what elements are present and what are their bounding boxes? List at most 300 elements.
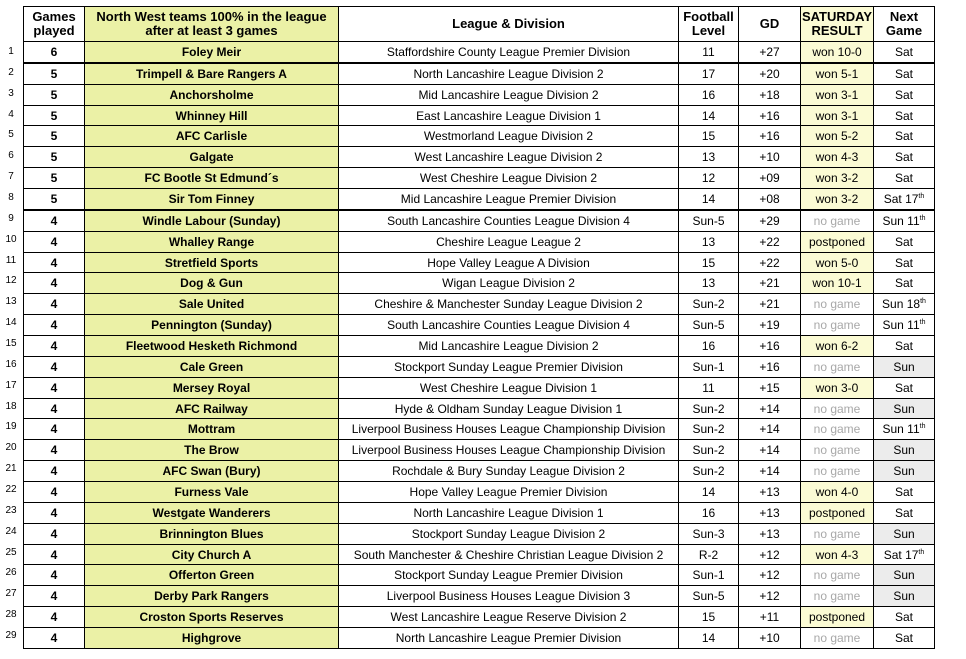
level-cell[interactable]: Sun-5 [679, 210, 739, 231]
team-cell[interactable]: AFC Carlisle [85, 126, 339, 147]
next-game-cell[interactable] [874, 398, 935, 419]
games-played-cell[interactable]: 4 [24, 628, 85, 649]
level-cell[interactable]: Sun-2 [679, 440, 739, 461]
goal-difference-cell[interactable]: +09 [739, 168, 801, 189]
games-played-cell[interactable]: 5 [24, 168, 85, 189]
row-number: 27 [5, 588, 17, 600]
next-game-text: Sat [894, 338, 913, 353]
table-row [24, 523, 935, 544]
result-cell[interactable]: no game [801, 523, 874, 544]
team-cell[interactable]: Cale Green [85, 356, 339, 377]
table-row [24, 398, 935, 419]
league-cell[interactable]: North Lancashire League Division 2 [339, 63, 679, 84]
next-game-text: Sat [894, 276, 913, 291]
next-game-cell[interactable] [874, 105, 935, 126]
games-played-cell[interactable]: 5 [24, 84, 85, 105]
result-cell[interactable]: won 3-0 [801, 377, 874, 398]
level-cell[interactable]: Sun-2 [679, 398, 739, 419]
next-game-cell[interactable] [874, 42, 935, 63]
league-cell[interactable]: Liverpool Business Houses League Championship Division [339, 440, 679, 461]
goal-difference-cell[interactable]: +29 [739, 210, 801, 231]
next-game-text: Sat [894, 505, 913, 520]
league-cell[interactable]: Rochdale & Bury Sunday League Division 2 [339, 461, 679, 482]
league-cell[interactable]: Mid Lancashire League Division 2 [339, 336, 679, 357]
games-played-cell[interactable]: 4 [24, 586, 85, 607]
goal-difference-cell[interactable]: +27 [739, 42, 801, 63]
next-game-cell[interactable] [874, 586, 935, 607]
next-game-cell[interactable] [874, 523, 935, 544]
next-game-text: Sat [894, 234, 913, 249]
level-cell[interactable]: 16 [679, 84, 739, 105]
result-cell[interactable]: no game [801, 356, 874, 377]
level-cell[interactable]: 13 [679, 147, 739, 168]
goal-difference-cell[interactable]: +16 [739, 356, 801, 377]
goal-difference-cell[interactable]: +18 [739, 84, 801, 105]
table-row [24, 461, 935, 482]
table-row [24, 168, 935, 189]
header-team: North West teams 100% in the league after at least 3 games [85, 7, 339, 42]
league-cell[interactable]: East Lancashire League Division 1 [339, 105, 679, 126]
goal-difference-cell[interactable]: +22 [739, 231, 801, 252]
row-number: 4 [8, 108, 14, 120]
team-cell[interactable]: Galgate [85, 147, 339, 168]
row-number: 12 [5, 275, 17, 287]
next-game-text: Sat 17 [883, 191, 919, 206]
team-cell[interactable]: City Church A [85, 544, 339, 565]
team-cell[interactable]: Whalley Range [85, 231, 339, 252]
games-played-cell[interactable]: 4 [24, 377, 85, 398]
next-game-cell[interactable] [874, 607, 935, 628]
row-number: 23 [5, 504, 17, 516]
row-number: 29 [5, 630, 17, 642]
result-cell[interactable]: no game [801, 210, 874, 231]
row-number: 10 [5, 233, 17, 245]
row-number-column [0, 42, 22, 647]
team-cell[interactable]: Sir Tom Finney [85, 189, 339, 210]
header-result: SATURDAY RESULT [801, 7, 874, 42]
table-row [24, 356, 935, 377]
team-cell[interactable]: AFC Swan (Bury) [85, 461, 339, 482]
table-row [24, 419, 935, 440]
next-game-text: Sat [894, 150, 913, 165]
goal-difference-cell[interactable]: +16 [739, 105, 801, 126]
result-cell[interactable]: won 10-0 [801, 42, 874, 63]
league-cell[interactable]: South Manchester & Cheshire Christian League Division 2 [339, 544, 679, 565]
row-number: 5 [8, 129, 14, 141]
row-number: 28 [5, 609, 17, 621]
next-game-text: Sat 17 [883, 547, 919, 562]
result-cell[interactable]: won 6-2 [801, 336, 874, 357]
table-row [24, 482, 935, 503]
row-number: 19 [5, 421, 17, 433]
table-row [24, 63, 935, 84]
team-cell[interactable]: Furness Vale [85, 482, 339, 503]
next-game-cell[interactable] [874, 377, 935, 398]
row-number: 25 [5, 546, 17, 558]
league-cell[interactable]: Hope Valley League A Division [339, 252, 679, 273]
row-number: 7 [8, 171, 14, 183]
next-game-text: Sat [894, 610, 913, 625]
team-cell[interactable]: The Brow [85, 440, 339, 461]
goal-difference-cell[interactable]: +21 [739, 294, 801, 315]
row-number: 17 [5, 379, 17, 391]
level-cell[interactable]: 11 [679, 377, 739, 398]
league-cell[interactable]: Cheshire & Manchester Sunday League Division 2 [339, 294, 679, 315]
league-cell[interactable]: Stockport Sunday League Premier Division [339, 356, 679, 377]
games-played-cell[interactable]: 4 [24, 607, 85, 628]
team-cell[interactable]: Derby Park Rangers [85, 586, 339, 607]
row-number: 6 [8, 150, 14, 162]
result-cell[interactable]: won 3-2 [801, 189, 874, 210]
level-cell[interactable]: 14 [679, 482, 739, 503]
level-cell[interactable]: 17 [679, 63, 739, 84]
level-cell[interactable]: 15 [679, 607, 739, 628]
next-game-cell[interactable] [874, 231, 935, 252]
games-played-cell[interactable]: 5 [24, 126, 85, 147]
games-played-cell[interactable]: 4 [24, 336, 85, 357]
table-row [24, 440, 935, 461]
table-row [24, 252, 935, 273]
next-game-suffix: th [919, 423, 926, 431]
goal-difference-cell[interactable]: +13 [739, 523, 801, 544]
games-played-cell[interactable]: 4 [24, 523, 85, 544]
team-cell[interactable]: AFC Railway [85, 398, 339, 419]
next-game-cell[interactable] [874, 419, 935, 440]
league-cell[interactable]: Mid Lancashire League Premier Division [339, 189, 679, 210]
league-cell[interactable]: Hyde & Oldham Sunday League Division 1 [339, 398, 679, 419]
table-row [24, 502, 935, 523]
next-game-cell[interactable] [874, 126, 935, 147]
next-game-text: Sun [893, 526, 915, 541]
league-cell[interactable]: West Cheshire League Division 1 [339, 377, 679, 398]
level-cell[interactable]: 11 [679, 42, 739, 63]
league-cell[interactable]: Westmorland League Division 2 [339, 126, 679, 147]
next-game-text: Sat [894, 87, 913, 102]
level-cell[interactable]: 14 [679, 628, 739, 649]
result-cell[interactable]: no game [801, 419, 874, 440]
league-cell[interactable]: Liverpool Business Houses League Division 3 [339, 586, 679, 607]
next-game-cell[interactable] [874, 63, 935, 84]
row-number: 14 [5, 317, 17, 329]
games-played-cell[interactable]: 4 [24, 252, 85, 273]
team-cell[interactable]: Fleetwood Hesketh Richmond [85, 336, 339, 357]
header-gd: GD [739, 7, 801, 42]
goal-difference-cell[interactable]: +13 [739, 502, 801, 523]
goal-difference-cell[interactable]: +22 [739, 252, 801, 273]
level-cell[interactable]: 14 [679, 189, 739, 210]
result-cell[interactable]: postponed [801, 607, 874, 628]
league-cell[interactable]: Liverpool Business Houses League Championship Division [339, 419, 679, 440]
games-played-cell[interactable]: 4 [24, 544, 85, 565]
league-cell[interactable]: Stockport Sunday League Division 2 [339, 523, 679, 544]
row-number: 26 [5, 567, 17, 579]
result-cell[interactable]: postponed [801, 231, 874, 252]
table-row [24, 607, 935, 628]
team-cell[interactable]: Whinney Hill [85, 105, 339, 126]
result-cell[interactable]: won 4-3 [801, 544, 874, 565]
result-cell[interactable]: won 4-0 [801, 482, 874, 503]
team-cell[interactable]: Mersey Royal [85, 377, 339, 398]
result-cell[interactable]: postponed [801, 502, 874, 523]
result-cell[interactable]: won 3-2 [801, 168, 874, 189]
league-cell[interactable]: Mid Lancashire League Division 2 [339, 84, 679, 105]
level-cell[interactable]: Sun-1 [679, 356, 739, 377]
next-game-text: Sun 11 [882, 318, 920, 333]
result-cell[interactable]: no game [801, 294, 874, 315]
next-game-cell[interactable] [874, 273, 935, 294]
table-row [24, 147, 935, 168]
level-cell[interactable]: Sun-5 [679, 586, 739, 607]
table-row [24, 273, 935, 294]
table-row [24, 628, 935, 649]
next-game-cell[interactable] [874, 84, 935, 105]
next-game-text: Sun 18 [882, 297, 921, 312]
table-row [24, 231, 935, 252]
result-cell[interactable]: won 4-3 [801, 147, 874, 168]
result-cell[interactable]: no game [801, 315, 874, 336]
table-row [24, 565, 935, 586]
next-game-cell[interactable] [874, 356, 935, 377]
games-played-cell[interactable]: 5 [24, 105, 85, 126]
table-row [24, 105, 935, 126]
next-game-text: Sun 11 [882, 213, 920, 228]
result-cell[interactable]: no game [801, 586, 874, 607]
row-number: 8 [8, 192, 14, 204]
next-game-cell[interactable] [874, 336, 935, 357]
games-played-cell[interactable]: 4 [24, 482, 85, 503]
next-game-text: Sun [893, 589, 915, 604]
next-game-cell[interactable] [874, 502, 935, 523]
row-number: 22 [5, 484, 17, 496]
row-number: 21 [5, 463, 17, 475]
next-game-cell[interactable] [874, 252, 935, 273]
games-played-cell[interactable]: 4 [24, 356, 85, 377]
level-cell[interactable]: 15 [679, 252, 739, 273]
next-game-text: Sat [894, 484, 913, 499]
team-cell[interactable]: Windle Labour (Sunday) [85, 210, 339, 231]
league-cell[interactable]: South Lancashire Counties League Division 4 [339, 315, 679, 336]
team-cell[interactable]: Mottram [85, 419, 339, 440]
level-cell[interactable]: Sun-2 [679, 461, 739, 482]
next-game-text: Sat [894, 380, 913, 395]
level-cell[interactable]: R-2 [679, 544, 739, 565]
table-row [24, 377, 935, 398]
next-game-suffix: th [919, 319, 926, 327]
row-number: 9 [8, 212, 14, 224]
team-cell[interactable]: Pennington (Sunday) [85, 315, 339, 336]
games-played-cell[interactable]: 4 [24, 294, 85, 315]
table-row [24, 544, 935, 565]
league-cell[interactable]: Cheshire League League 2 [339, 231, 679, 252]
team-cell[interactable]: Croston Sports Reserves [85, 607, 339, 628]
next-game-text: Sun [893, 464, 915, 479]
games-played-cell[interactable]: 4 [24, 419, 85, 440]
level-cell[interactable]: 16 [679, 502, 739, 523]
table-row [24, 315, 935, 336]
games-played-cell[interactable]: 4 [24, 502, 85, 523]
row-number: 1 [8, 46, 14, 57]
level-cell[interactable]: 15 [679, 126, 739, 147]
goal-difference-cell[interactable]: +11 [739, 607, 801, 628]
goal-difference-cell[interactable]: +14 [739, 440, 801, 461]
row-number: 3 [8, 87, 14, 99]
next-game-suffix: th [920, 298, 926, 306]
team-cell[interactable]: Sale United [85, 294, 339, 315]
next-game-cell[interactable] [874, 168, 935, 189]
goal-difference-cell[interactable]: +14 [739, 419, 801, 440]
next-game-cell[interactable] [874, 189, 935, 210]
level-cell[interactable]: Sun-2 [679, 419, 739, 440]
level-cell[interactable]: Sun-3 [679, 523, 739, 544]
level-cell[interactable]: 12 [679, 168, 739, 189]
table-row [24, 126, 935, 147]
level-cell[interactable]: 13 [679, 273, 739, 294]
league-cell[interactable]: Hope Valley League Premier Division [339, 482, 679, 503]
header-level: Football Level [679, 7, 739, 42]
games-played-cell[interactable]: 4 [24, 315, 85, 336]
row-number: 18 [5, 400, 17, 412]
row-number: 13 [5, 296, 17, 308]
table-row [24, 586, 935, 607]
games-played-cell[interactable]: 5 [24, 189, 85, 210]
result-cell[interactable]: no game [801, 398, 874, 419]
level-cell[interactable]: 16 [679, 336, 739, 357]
next-game-cell[interactable] [874, 147, 935, 168]
goal-difference-cell[interactable]: +08 [739, 189, 801, 210]
next-game-text: Sun [893, 568, 915, 583]
goal-difference-cell[interactable]: +10 [739, 628, 801, 649]
games-played-cell[interactable]: 4 [24, 231, 85, 252]
next-game-text: Sat [894, 44, 913, 59]
next-game-text: Sun [893, 401, 915, 416]
team-cell[interactable]: Stretfield Sports [85, 252, 339, 273]
row-number: 2 [8, 66, 14, 78]
row-number: 15 [5, 338, 17, 350]
result-cell[interactable]: no game [801, 461, 874, 482]
goal-difference-cell[interactable]: +19 [739, 315, 801, 336]
result-cell[interactable]: won 3-1 [801, 84, 874, 105]
next-game-suffix: th [919, 214, 926, 222]
games-played-cell[interactable]: 4 [24, 398, 85, 419]
games-played-cell[interactable]: 4 [24, 210, 85, 231]
result-cell[interactable]: no game [801, 565, 874, 586]
row-number: 24 [5, 525, 17, 537]
goal-difference-cell[interactable]: +16 [739, 126, 801, 147]
games-played-cell[interactable]: 4 [24, 565, 85, 586]
header-next: Next Game [874, 7, 935, 42]
team-cell[interactable]: Trimpell & Bare Rangers A [85, 63, 339, 84]
league-cell[interactable]: North Lancashire League Division 1 [339, 502, 679, 523]
team-cell[interactable]: FC Bootle St Edmund´s [85, 168, 339, 189]
goal-difference-cell[interactable]: +21 [739, 273, 801, 294]
league-cell[interactable]: North Lancashire League Premier Division [339, 628, 679, 649]
result-cell[interactable]: no game [801, 440, 874, 461]
next-game-text: Sat [894, 129, 913, 144]
league-table [23, 6, 935, 649]
team-cell[interactable]: Foley Meir [85, 42, 339, 63]
goal-difference-cell[interactable]: +14 [739, 398, 801, 419]
next-game-cell[interactable] [874, 294, 935, 315]
games-played-cell[interactable]: 6 [24, 42, 85, 63]
team-cell[interactable]: Westgate Wanderers [85, 502, 339, 523]
level-cell[interactable]: 14 [679, 105, 739, 126]
row-number: 11 [5, 254, 17, 266]
result-cell[interactable]: no game [801, 628, 874, 649]
goal-difference-cell[interactable]: +12 [739, 565, 801, 586]
next-game-cell[interactable] [874, 461, 935, 482]
goal-difference-cell[interactable]: +15 [739, 377, 801, 398]
goal-difference-cell[interactable]: +14 [739, 461, 801, 482]
next-game-text: Sun 11 [882, 422, 920, 437]
result-cell[interactable]: won 10-1 [801, 273, 874, 294]
team-cell[interactable]: Anchorsholme [85, 84, 339, 105]
level-cell[interactable]: Sun-5 [679, 315, 739, 336]
next-game-text: Sat [894, 171, 913, 186]
goal-difference-cell[interactable]: +13 [739, 482, 801, 503]
level-cell[interactable]: Sun-1 [679, 565, 739, 586]
result-cell[interactable]: won 5-2 [801, 126, 874, 147]
games-played-cell[interactable]: 5 [24, 147, 85, 168]
games-played-cell[interactable]: 5 [24, 63, 85, 84]
team-cell[interactable]: Highgrove [85, 628, 339, 649]
next-game-suffix: th [918, 548, 925, 556]
league-cell[interactable]: West Lancashire League Division 2 [339, 147, 679, 168]
next-game-cell[interactable] [874, 628, 935, 649]
team-cell[interactable]: Brinnington Blues [85, 523, 339, 544]
level-cell[interactable]: Sun-2 [679, 294, 739, 315]
goal-difference-cell[interactable]: +12 [739, 544, 801, 565]
result-cell[interactable]: won 3-1 [801, 105, 874, 126]
games-played-cell[interactable]: 4 [24, 461, 85, 482]
next-game-text: Sat [894, 255, 913, 270]
games-played-cell[interactable]: 4 [24, 440, 85, 461]
team-cell[interactable]: Offerton Green [85, 565, 339, 586]
next-game-text: Sat [894, 108, 913, 123]
result-cell[interactable]: won 5-0 [801, 252, 874, 273]
league-cell[interactable]: West Cheshire League Division 2 [339, 168, 679, 189]
next-game-cell[interactable] [874, 544, 935, 565]
result-cell[interactable]: won 5-1 [801, 63, 874, 84]
next-game-text: Sat [894, 630, 913, 645]
next-game-cell[interactable] [874, 565, 935, 586]
league-cell[interactable]: Stockport Sunday League Premier Division [339, 565, 679, 586]
header-games-played: Games played [24, 7, 85, 42]
row-number: 16 [5, 358, 17, 370]
next-game-text: Sun [893, 359, 915, 374]
table-row [24, 294, 935, 315]
row-number: 20 [5, 442, 17, 454]
header-row [24, 7, 935, 42]
table-row [24, 42, 935, 63]
league-cell[interactable]: Staffordshire County League Premier Division [339, 42, 679, 63]
league-cell[interactable]: South Lancashire Counties League Division 4 [339, 210, 679, 231]
table-row [24, 84, 935, 105]
league-cell[interactable]: Wigan League Division 2 [339, 273, 679, 294]
next-game-cell[interactable] [874, 315, 935, 336]
next-game-cell[interactable] [874, 482, 935, 503]
goal-difference-cell[interactable]: +10 [739, 147, 801, 168]
next-game-cell[interactable] [874, 440, 935, 461]
goal-difference-cell[interactable]: +16 [739, 336, 801, 357]
next-game-cell[interactable] [874, 210, 935, 231]
games-played-cell[interactable]: 4 [24, 273, 85, 294]
league-cell[interactable]: West Lancashire League Reserve Division 2 [339, 607, 679, 628]
table-row [24, 336, 935, 357]
level-cell[interactable]: 13 [679, 231, 739, 252]
goal-difference-cell[interactable]: +20 [739, 63, 801, 84]
goal-difference-cell[interactable]: +12 [739, 586, 801, 607]
team-cell[interactable]: Dog & Gun [85, 273, 339, 294]
